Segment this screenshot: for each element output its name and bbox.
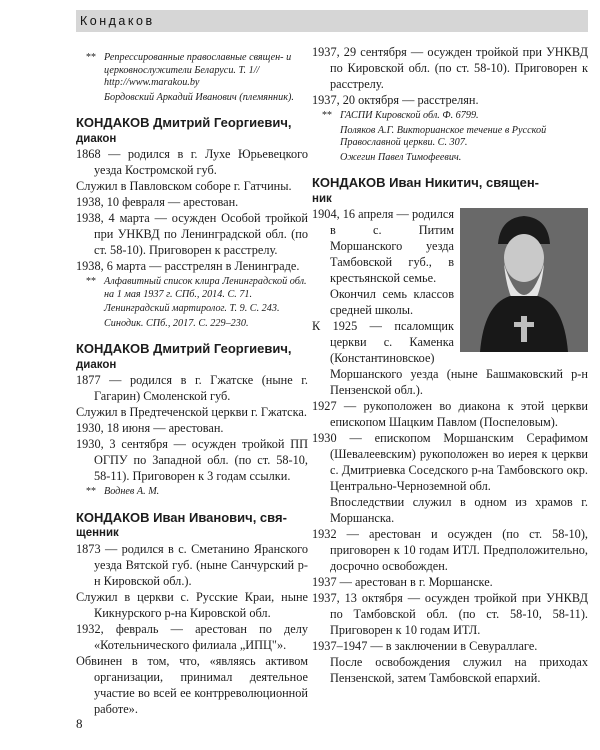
- entry-line: Служил в церкви с. Русские Краи, ныне Кикнурского р-на Кировской обл.: [76, 589, 308, 620]
- portrait-illustration: [460, 208, 588, 352]
- entry-line: 1932 — арестован и осужден (по ст. 58-10), приговорен к 10 годам ИТЛ. Предположительно, досрочно освобожден.: [312, 527, 588, 573]
- entry-line: 1873 — родился в с. Сметанино Яранского уезда Вятской губ. (ныне Санчурский р-н Кировской обл.).: [76, 541, 308, 588]
- page-number: 8: [76, 716, 83, 731]
- footnote: Поляков А.Г. Викторианское течение в Русской Православной церкви. С. 307.: [340, 124, 547, 148]
- entry-line: 1904, 16 апреля — родился в с. Питим Моршанского уезда Тамбовской губ., в крестьянской семье.: [312, 207, 454, 285]
- entry-line: 1937, 29 сентября — осужден тройкой при УНКВД по Кировской обл. (по ст. 58-10). Приговорен к расстрелу.: [312, 45, 588, 91]
- entry-line: Служил в Предтеченской церкви г. Гжатска.: [76, 405, 307, 419]
- entry-line: Обвинен в том, что, «являясь активом организации, принимал деятельное участие во всей ее контрреволюционной работе».: [76, 653, 308, 716]
- left-column: [76, 50, 308, 717]
- entry-line: 1930 — епископом Моршанским Серафимом (Шевалеевским) рукоположен во иерея к церкви с. Дмитриевка Соседского р-на Тамбовского окр. Центрально-Черноземной обл.: [312, 431, 588, 493]
- entry-line: К 1925 — псаломщик церкви с. Каменка (Константиновское) Моршанского уезда (ныне Башмаковский р-н Пензенской обл.).: [312, 319, 588, 397]
- portrait-photo: [460, 208, 588, 352]
- entry-line: 1877 — родился в г. Гжатске (ныне г. Гагарин) Смоленской губ.: [76, 373, 308, 403]
- entry-line: После освобождения служил на приходах Пензенской, затем Тамбовской епархий.: [330, 655, 588, 685]
- entry-line: 1930, 18 июня — арестован.: [76, 421, 224, 435]
- footnote: ** Репрессированные православные священ- и церковнослужители Беларуси. Т. 1// http://www.marakou.by: [86, 52, 292, 88]
- entry-heading: КОНДАКОВ Иван Иванович, свя- щенник: [76, 509, 287, 539]
- entry-heading: КОНДАКОВ Иван Никитич, священ- ник: [312, 175, 540, 205]
- footnote: Бордовский Аркадий Иванович (племянник).: [104, 91, 294, 103]
- entry-line: 1868 — родился в г. Лухе Юрьевецкого уезда Костромской губ.: [76, 147, 308, 177]
- entry-line: 1927 — рукоположен во диакона к этой церкви епископом Шацким Павлом (Поспеловым).: [312, 399, 588, 429]
- footnote: Ожегин Павел Тимофеевич.: [340, 151, 462, 163]
- footnote: ** Алфавитный список клира Ленинградской обл. на 1 мая 1937 г. СПб., 2014. С. 71.: [86, 276, 307, 300]
- running-header: Кондаков: [76, 10, 588, 32]
- entry-line: 1930, 3 сентября — осужден тройкой ПП ОГПУ по Западной обл. (по ст. 58-10, 58-11). Приговорен к 3 годам ссылки.: [76, 437, 308, 483]
- entry-heading: КОНДАКОВ Дмитрий Георгиевич, диакон: [76, 341, 292, 371]
- right-column: [312, 44, 588, 686]
- entry-line: 1937 — арестован в г. Моршанске.: [312, 575, 493, 589]
- entry-line: 1932, февраль — арестован по делу «Котельнического филиала „ИПЦ"».: [76, 621, 308, 652]
- footnote: ** ГАСПИ Кировской обл. Ф. 6799.: [322, 110, 479, 121]
- footnote: ** Воднев А. М.: [86, 486, 160, 497]
- entry-line: 1938, 6 марта — расстрелян в Ленинграде.: [76, 259, 300, 273]
- entry-line: 1938, 10 февраля — арестован.: [76, 195, 239, 209]
- entry-line: Служил в Павловском соборе г. Гатчины.: [76, 179, 292, 193]
- entry-line: 1937, 13 октября — осужден тройкой при УНКВД по Тамбовской обл. (по ст. 58-10, 58-11). Приговорен к 10 годам ИТЛ.: [312, 591, 588, 637]
- entry-line: Впоследствии служил в одном из храмов г. Моршанска.: [330, 495, 588, 525]
- entry-line: Окончил семь классов средней школы.: [330, 287, 454, 317]
- entry-line: 1938, 4 марта — осужден Особой тройкой при УНКВД по Ленинградской обл. (по ст. 58-10). Приговорен к расстрелу.: [76, 211, 308, 257]
- entry-heading: КОНДАКОВ Дмитрий Георгиевич, диакон: [76, 115, 292, 145]
- footnote: Синодик. СПб., 2017. С. 229–230.: [104, 317, 249, 329]
- entry-line: 1937, 20 октября — расстрелян.: [312, 93, 479, 107]
- entry-line: 1937–1947 — в заключении в Севураллаге.: [312, 639, 538, 653]
- footnote: Ленинградский мартиролог. Т. 9. С. 243.: [104, 303, 280, 314]
